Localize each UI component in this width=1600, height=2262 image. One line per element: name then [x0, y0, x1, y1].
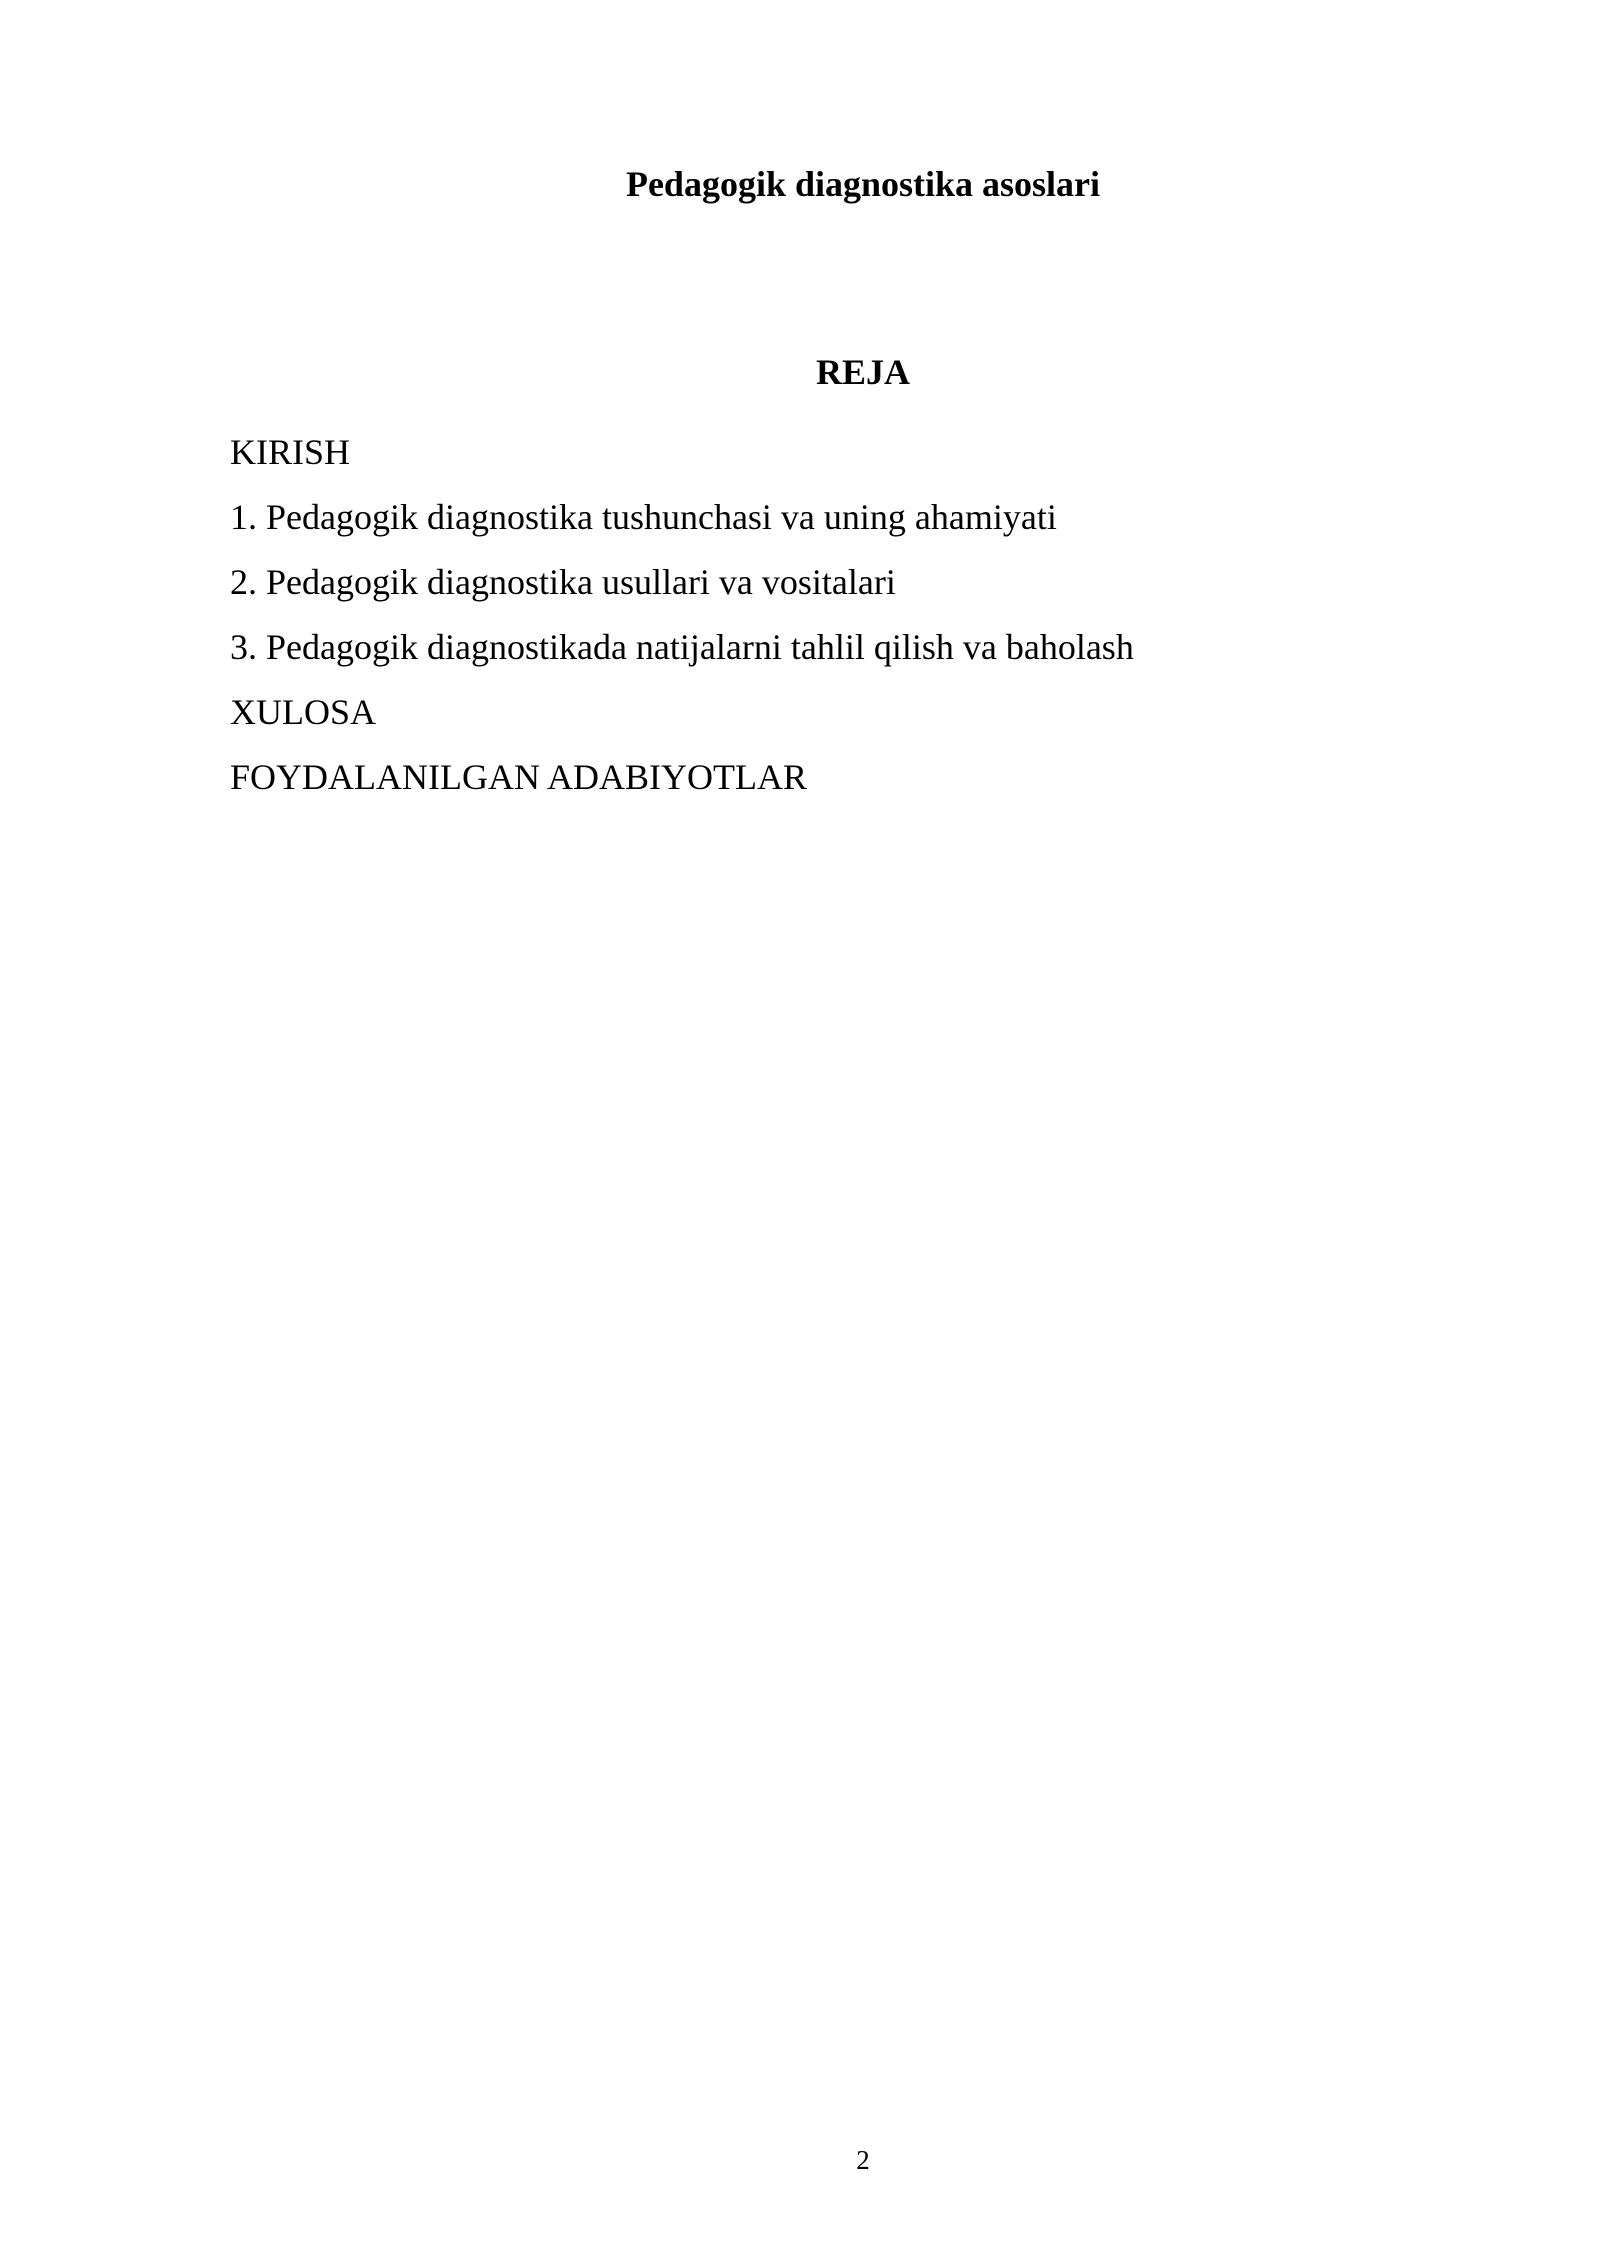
plan-item-references: FOYDALANILGAN ADABIYOTLAR: [230, 757, 807, 797]
plan-heading: REJA: [815, 352, 910, 392]
plan-list: [230, 420, 1134, 810]
plan-item-2: 2. Pedagogik diagnostika usullari va vositalari: [230, 562, 896, 602]
document-title: Pedagogik diagnostika asoslari: [625, 164, 1101, 204]
plan-item-1: 1. Pedagogik diagnostika tushunchasi va uning ahamiyati: [230, 497, 1057, 537]
plan-item-conclusion: XULOSA: [230, 692, 377, 732]
plan-item-3: 3. Pedagogik diagnostikada natijalarni tahlil qilish va baholash: [230, 627, 1134, 667]
plan-item-introduction: KIRISH: [230, 432, 351, 472]
page-number: 2: [856, 2145, 870, 2175]
